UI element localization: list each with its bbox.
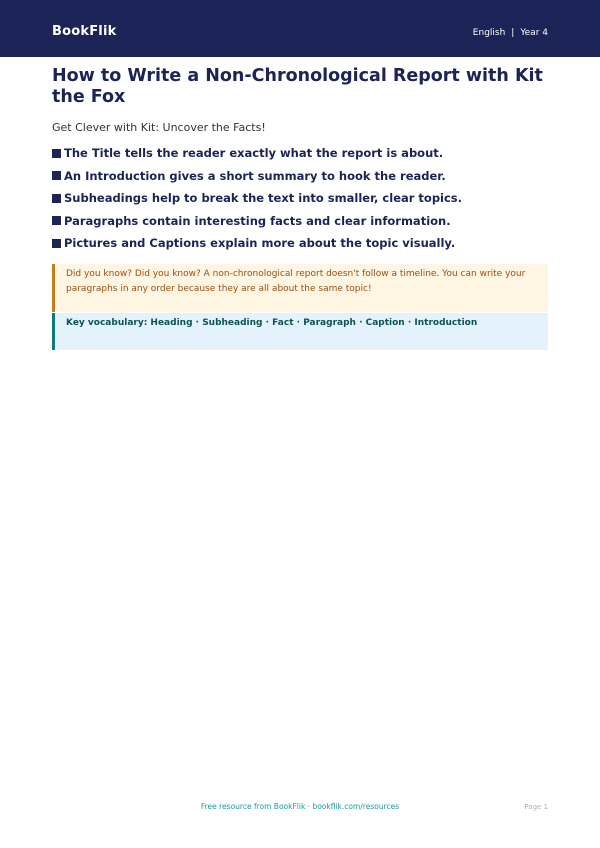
meta-separator: | [511,28,515,38]
page-subtitle: Get Clever with Kit: Uncover the Facts! [52,121,266,134]
page-title: How to Write a Non-Chronological Report with Kit the Fox [52,66,543,107]
list-item-text: Pictures and Captions explain more about the topic visually. [64,236,456,251]
subject-label: English [472,28,506,38]
key-vocabulary-box: Key vocabulary: Heading · Subheading · Fact · Paragraph · Caption · Introduction [52,313,548,350]
list-item-text: The Title tells the reader exactly what the report is about. [64,146,444,161]
key-points-list [52,142,552,255]
list-item [52,187,552,210]
brand-logo[interactable]: BookFlik [52,24,117,39]
list-item [52,142,552,165]
square-bullet-icon [52,239,61,248]
list-item [52,165,552,188]
list-item-text: Paragraphs contain interesting facts and clear information. [64,213,451,228]
year-label: Year 4 [520,28,548,38]
square-bullet-icon [52,171,61,180]
list-item-text: Subheadings help to break the text into smaller, clear topics. [64,191,463,206]
did-you-know-callout: Did you know? Did you know? A non-chronological report doesn't follow a timeline. You can write your paragraphs in any order because they are all about the same topic! [52,264,548,312]
square-bullet-icon [52,216,61,225]
square-bullet-icon [52,149,61,158]
subject-meta [473,28,548,38]
header-bar [0,0,600,57]
list-item [52,232,552,255]
list-item [52,210,552,233]
square-bullet-icon [52,194,61,203]
list-item-text: An Introduction gives a short summary to hook the reader. [64,168,446,183]
footer-link[interactable]: Free resource from BookFlik · bookflik.com/resources [200,802,400,811]
page-number: Page 1 [524,803,548,811]
